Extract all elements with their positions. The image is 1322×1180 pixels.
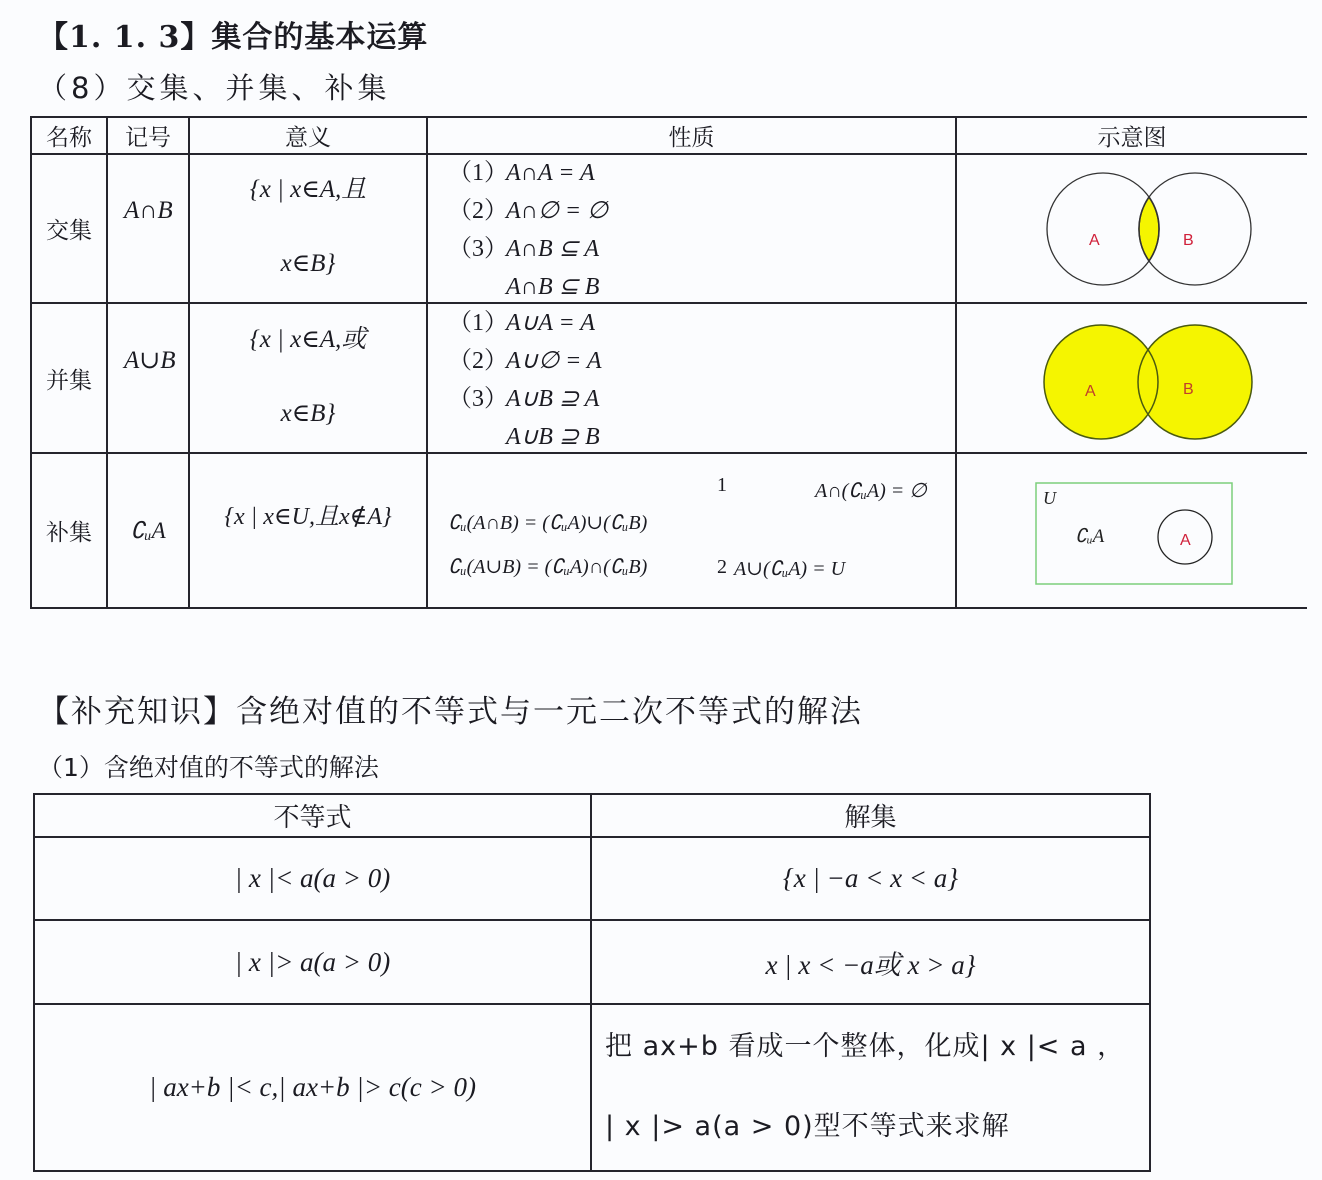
venn-label-b: B bbox=[1183, 232, 1194, 249]
section-title bbox=[38, 12, 428, 56]
property-item bbox=[448, 418, 602, 456]
properties-intersection bbox=[448, 154, 608, 306]
complement-prop-1-number: 1 bbox=[717, 474, 727, 496]
properties-complement-left bbox=[448, 501, 647, 589]
venn-union-diagram bbox=[957, 304, 1307, 452]
solution-row-3-line1: 把 ax+b 看成一个整体，化成| x |< a ， bbox=[605, 1031, 1126, 1062]
set-operations-table bbox=[30, 116, 1307, 608]
complement-law-1: ∁ᵤ(A∩B) = (∁ᵤA)∪(∁ᵤB) bbox=[448, 512, 648, 534]
inequality-row-1: | x |< a(a > 0) bbox=[234, 863, 391, 893]
venn-intersection-diagram bbox=[957, 155, 1307, 302]
property-item bbox=[448, 268, 608, 306]
property-number: （2） bbox=[448, 198, 508, 224]
venn-label-a: A bbox=[1089, 232, 1100, 249]
title-bracket-close: 】 bbox=[180, 20, 212, 55]
meaning-intersection-line1: {x | x∈A,且 bbox=[249, 176, 367, 203]
property-expression: A∪A = A bbox=[506, 310, 595, 336]
venn-label-a: A bbox=[1085, 383, 1096, 400]
solution-row-2: x | x < −a或 x > a} bbox=[765, 949, 976, 980]
universe-label: U bbox=[1043, 488, 1056, 508]
absolute-inequality-table bbox=[33, 793, 1151, 1172]
complement-label: ∁ᵤA bbox=[1075, 526, 1105, 547]
table-border-right bbox=[1149, 793, 1151, 1172]
complement-diagram bbox=[957, 454, 1307, 607]
notation-union: A∪B bbox=[124, 347, 176, 374]
inequality-row-3: | ax+b |< c,| ax+b |> c(c > 0) bbox=[149, 1072, 476, 1102]
notation-complement: ∁ᵤA bbox=[130, 517, 166, 543]
property-number: （1） bbox=[448, 160, 508, 186]
notation-intersection: A∩B bbox=[124, 197, 173, 224]
property-expression: A∩B ⊆ B bbox=[506, 274, 600, 300]
universe-frame bbox=[1036, 483, 1232, 584]
property-expression: A∩A = A bbox=[506, 160, 595, 186]
property-number: （3） bbox=[448, 386, 508, 412]
property-expression: A∪∅ = A bbox=[506, 348, 602, 374]
column-header-diagram: 示意图 bbox=[1097, 125, 1167, 151]
property-number: （1） bbox=[448, 310, 508, 336]
complement-law-2: ∁ᵤ(A∪B) = (∁ᵤA)∩(∁ᵤB) bbox=[448, 556, 648, 578]
solution-row-3-line2: | x |> a(a > 0)型不等式来求解 bbox=[605, 1111, 1010, 1142]
supplement-heading: 【补充知识】含绝对值的不等式与一元二次不等式的解法 bbox=[38, 694, 863, 730]
column-header-name: 名称 bbox=[46, 125, 92, 151]
title-bracket-open: 【 bbox=[38, 20, 69, 55]
property-number: （3） bbox=[448, 236, 508, 262]
property-item bbox=[448, 304, 602, 342]
property-item bbox=[448, 230, 608, 268]
column-header-meaning: 意义 bbox=[285, 125, 331, 151]
table-divider bbox=[426, 116, 428, 609]
title-number: 1. 1. 3 bbox=[69, 20, 181, 55]
property-item bbox=[448, 192, 608, 230]
property-expression: A∩B ⊆ A bbox=[506, 236, 599, 262]
solution-row-1: {x | −a < x < a} bbox=[782, 863, 959, 893]
table-border-bottom bbox=[33, 1170, 1151, 1172]
meaning-complement: {x | x∈U,且x∉A} bbox=[224, 503, 392, 530]
properties-union bbox=[448, 304, 602, 456]
inequality-row-2: | x |> a(a > 0) bbox=[234, 946, 391, 977]
supplement-subheading: （1）含绝对值的不等式的解法 bbox=[38, 753, 379, 782]
title-text: 集合的基本运算 bbox=[211, 20, 429, 55]
property-item bbox=[448, 342, 602, 380]
row-name-union: 并集 bbox=[46, 367, 92, 394]
section-subtitle: （8）交集、并集、补集 bbox=[38, 71, 391, 105]
meaning-union-line1: {x | x∈A,或 bbox=[249, 326, 367, 353]
meaning-union-line2: x∈B} bbox=[280, 400, 336, 427]
column-header-notation: 记号 bbox=[125, 125, 171, 151]
meaning-intersection-line2: x∈B} bbox=[280, 250, 336, 277]
complement-prop-2-expression: A∪(∁ᵤA) = U bbox=[734, 558, 846, 580]
property-expression: A∪B ⊇ A bbox=[506, 386, 600, 412]
table-border-bottom bbox=[30, 607, 1307, 609]
column-header-inequality: 不等式 bbox=[273, 803, 352, 833]
column-header-properties: 性质 bbox=[668, 125, 715, 151]
property-expression: A∩∅ = ∅ bbox=[506, 198, 608, 224]
circle-label-a: A bbox=[1180, 532, 1191, 549]
venn-label-b: B bbox=[1183, 381, 1194, 398]
column-header-solution: 解集 bbox=[844, 803, 897, 833]
property-number: （2） bbox=[448, 348, 508, 374]
property-item bbox=[448, 380, 602, 418]
complement-prop-1-expression: A∩(∁ᵤA) = ∅ bbox=[815, 480, 927, 502]
row-name-intersection: 交集 bbox=[46, 218, 92, 244]
property-item bbox=[448, 154, 608, 192]
property-expression: A∪B ⊇ B bbox=[506, 424, 600, 450]
complement-prop-2-number: 2 bbox=[717, 556, 727, 578]
row-name-complement: 补集 bbox=[46, 520, 92, 546]
